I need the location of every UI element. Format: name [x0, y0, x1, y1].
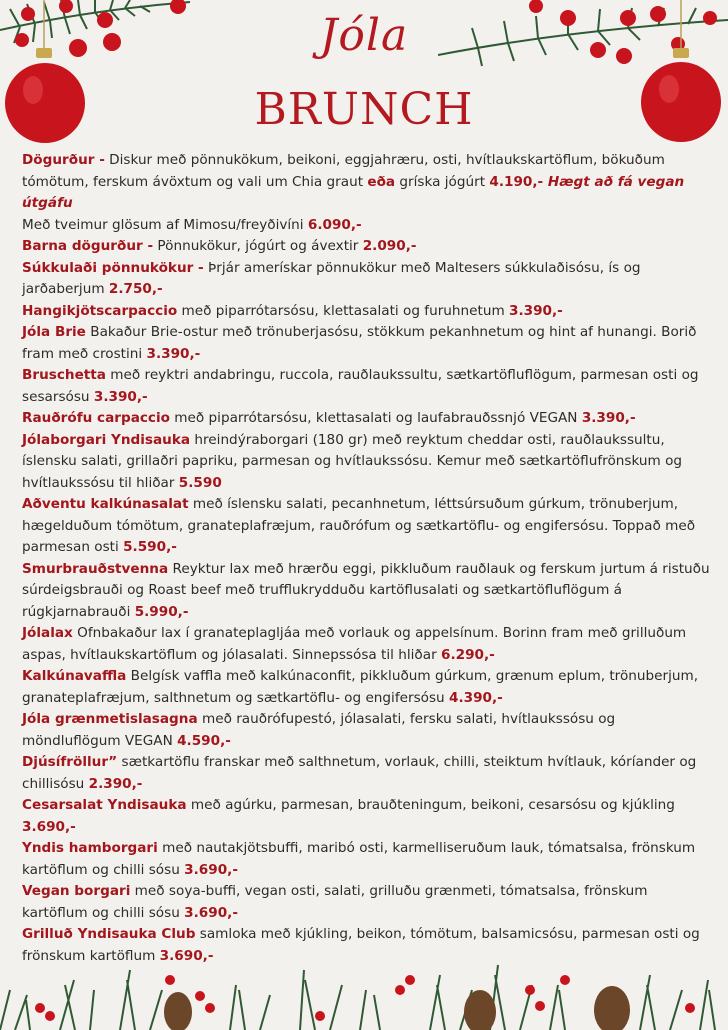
menu-item-description: með piparrótarsósu, klettasalati og furuhnetum — [177, 302, 510, 319]
menu-item-price: 3.690,- — [159, 947, 214, 964]
menu-item-name: Grilluð Yndisauka Club — [22, 926, 196, 942]
menu-item-description: samloka með kjúkling, beikon, tómötum, balsamicsósu, parmesan osti og frönskum kartöflum — [22, 926, 700, 964]
menu-item — [22, 623, 712, 666]
menu-item — [22, 408, 712, 430]
menu-item-price: 5.990,- — [134, 603, 189, 620]
menu-item — [22, 494, 712, 559]
menu-item-name: Jólaborgari Yndisauka — [22, 431, 191, 448]
title-script: Jóla — [319, 10, 409, 61]
menu-item-or: eða — [367, 173, 396, 190]
menu-item-description: Pönnukökur, jógúrt og ávextir — [153, 238, 363, 254]
menu-list — [22, 150, 712, 967]
menu-item-description: með íslensku salati, pecanhnetum, léttsúrsuðum gúrkum, trönuberjum, hægelduðum tómötum, granateplafræjum, rauðrófum og sætkartöflu- og engifersósu. Toppað með parmesan osti — [22, 496, 696, 555]
menu-item-name: Vegan borgari — [22, 883, 131, 899]
menu-item-price: 3.690,- — [184, 861, 238, 878]
menu-item — [22, 709, 712, 752]
menu-item-price: 5.590,- — [123, 539, 177, 555]
menu-item — [22, 752, 712, 795]
menu-item-name: Kalkúnavaffla — [22, 668, 127, 684]
menu-item — [22, 215, 712, 237]
page-title: BRUNCH — [254, 84, 474, 135]
menu-item-description-2: gríska jógúrt — [395, 173, 490, 190]
menu-item-name: Dögurður - — [22, 152, 105, 168]
menu-item-name: Jólalax — [22, 625, 73, 641]
menu-item — [22, 301, 712, 323]
menu-item-name: Yndis hamborgari — [22, 840, 158, 856]
menu-item — [22, 236, 712, 258]
menu-item-price: 4.590,- — [177, 732, 231, 749]
menu-item-name: Jóla Brie — [22, 324, 86, 340]
menu-item-price: 3.390,- — [581, 410, 636, 426]
menu-item — [22, 881, 712, 924]
menu-item-description: hreindýraborgari (180 gr) með reyktum cheddar osti, rauðlaukssultu, íslensku salati, grillaðri papriku, parmesan og hvítlaukssósu. Kemur með sætkartöflufrönskum og hvítlaukssósu til hliðar — [22, 431, 683, 491]
menu-item-description: Ofnbakaður lax í granateplagljáa með vorlauk og appelsínum. Borinn fram með grilluðum aspas, hvítlaukskartöflum og jólasalati. Sinnepssósa til hliðar — [22, 625, 687, 663]
menu-item — [22, 559, 712, 624]
menu-item — [22, 838, 712, 881]
menu-item-note: Hægt að fá vegan útgáfu — [22, 173, 685, 211]
menu-item-price: 3.390,- — [146, 345, 201, 362]
menu-item-name: Barna dögurður - — [22, 238, 154, 254]
menu-item-description: Bakaður Brie-ostur með trönuberjasósu, stökkum pekanhnetum og hint af hunangi. Borið fram með crostini — [22, 324, 697, 362]
menu-item-name: Bruschetta — [22, 367, 106, 383]
menu-item — [22, 258, 712, 301]
menu-item-description: með piparrótarsósu, klettasalati og laufabrauðssnjó VEGAN — [169, 410, 582, 426]
menu-item-price: 5.590 — [178, 474, 222, 491]
menu-item-description: Með tveimur glösum af Mimosu/freyðivíni — [22, 216, 308, 233]
menu-item-price: 2.390,- — [88, 775, 143, 792]
menu-item-name: Djúsífröllur” — [22, 754, 118, 770]
menu-item-name: Rauðrófu carpaccio — [22, 410, 170, 426]
menu-item-description: Diskur með pönnukökum, beikoni, eggjahræru, osti, hvítlaukskartöflum, bökuðum tómötum, ferskum ávöxtum og vali um Chia graut — [22, 152, 665, 190]
menu-item-price: 3.690,- — [184, 904, 238, 921]
menu-item-name: Smurbrauðstvenna — [22, 560, 169, 577]
menu-item-price: 4.190,- — [489, 173, 544, 190]
menu-item-description: með soya-buffi, vegan osti, salati, grilluðu grænmeti, tómatsalsa, frönskum kartöflum og chilli sósu — [22, 883, 648, 921]
menu-item — [22, 150, 712, 215]
menu-item-price: 4.390,- — [448, 689, 503, 706]
menu-item-name: Súkkulaði pönnukökur - — [22, 259, 204, 276]
menu-item-description: með reyktri andabringu, ruccola, rauðlaukssultu, sætkartöfluflögum, parmesan osti og sesarsósu — [22, 367, 699, 405]
menu-item — [22, 322, 712, 365]
menu-item — [22, 430, 712, 495]
menu-item-name: Jóla grænmetislasagna — [22, 711, 198, 727]
menu-item-price: 2.090,- — [362, 238, 417, 254]
menu-item — [22, 795, 712, 838]
menu-item-name: Aðventu kalkúnasalat — [22, 496, 189, 512]
menu-item-name: Hangikjötscarpaccio — [22, 302, 178, 319]
menu-item-description: með agúrku, parmesan, brauðteningum, beikoni, cesarsósu og kjúkling — [186, 797, 675, 813]
menu-item-description: sætkartöflu franskar með salthnetum, vorlauk, chilli, steiktum hvítlauk, kóríander og chillisósu — [22, 754, 697, 792]
menu-item-price: 3.690,- — [22, 818, 76, 835]
menu-item-description: Belgísk vaffla með kalkúnaconfit, pikkluðum gúrkum, grænum eplum, trönuberjum, granateplafræjum, salthnetum og sætkartöflu- og engifersósu — [22, 668, 699, 706]
menu-item-price: 6.090,- — [307, 216, 362, 233]
menu-item-price: 6.290,- — [441, 646, 495, 663]
menu-item-description: Reyktur lax með hrærðu eggi, pikkluðum rauðlauk og ferskum jurtum á ristuðu súrdeigsbrauði og Roast beef með trufflukrydduðu kartöflusalati og sætkartöfluflögum á rúgkjarnabrauði — [22, 560, 710, 620]
menu-item-description: með nautakjötsbuffi, maribó osti, karmelliseruðum lauk, tómatsalsa, frönskum kartöflum og chilli sósu — [22, 840, 696, 878]
menu-item-price: 3.390,- — [93, 388, 148, 405]
menu-item-description: Þrjár amerískar pönnukökur með Maltesers súkkulaðisósu, ís og jarðaberjum — [22, 259, 641, 297]
menu-item — [22, 365, 712, 408]
menu-item — [22, 666, 712, 709]
menu-item-price: 2.750,- — [108, 281, 163, 297]
menu-item-name: Cesarsalat Yndisauka — [22, 797, 187, 813]
menu-item-description: með rauðrófupestó, jólasalati, fersku salati, hvítlaukssósu og möndluflögum VEGAN — [22, 711, 616, 749]
pine-branch-bottom-icon — [0, 947, 728, 1030]
menu-item-price: 3.390,- — [509, 302, 563, 319]
